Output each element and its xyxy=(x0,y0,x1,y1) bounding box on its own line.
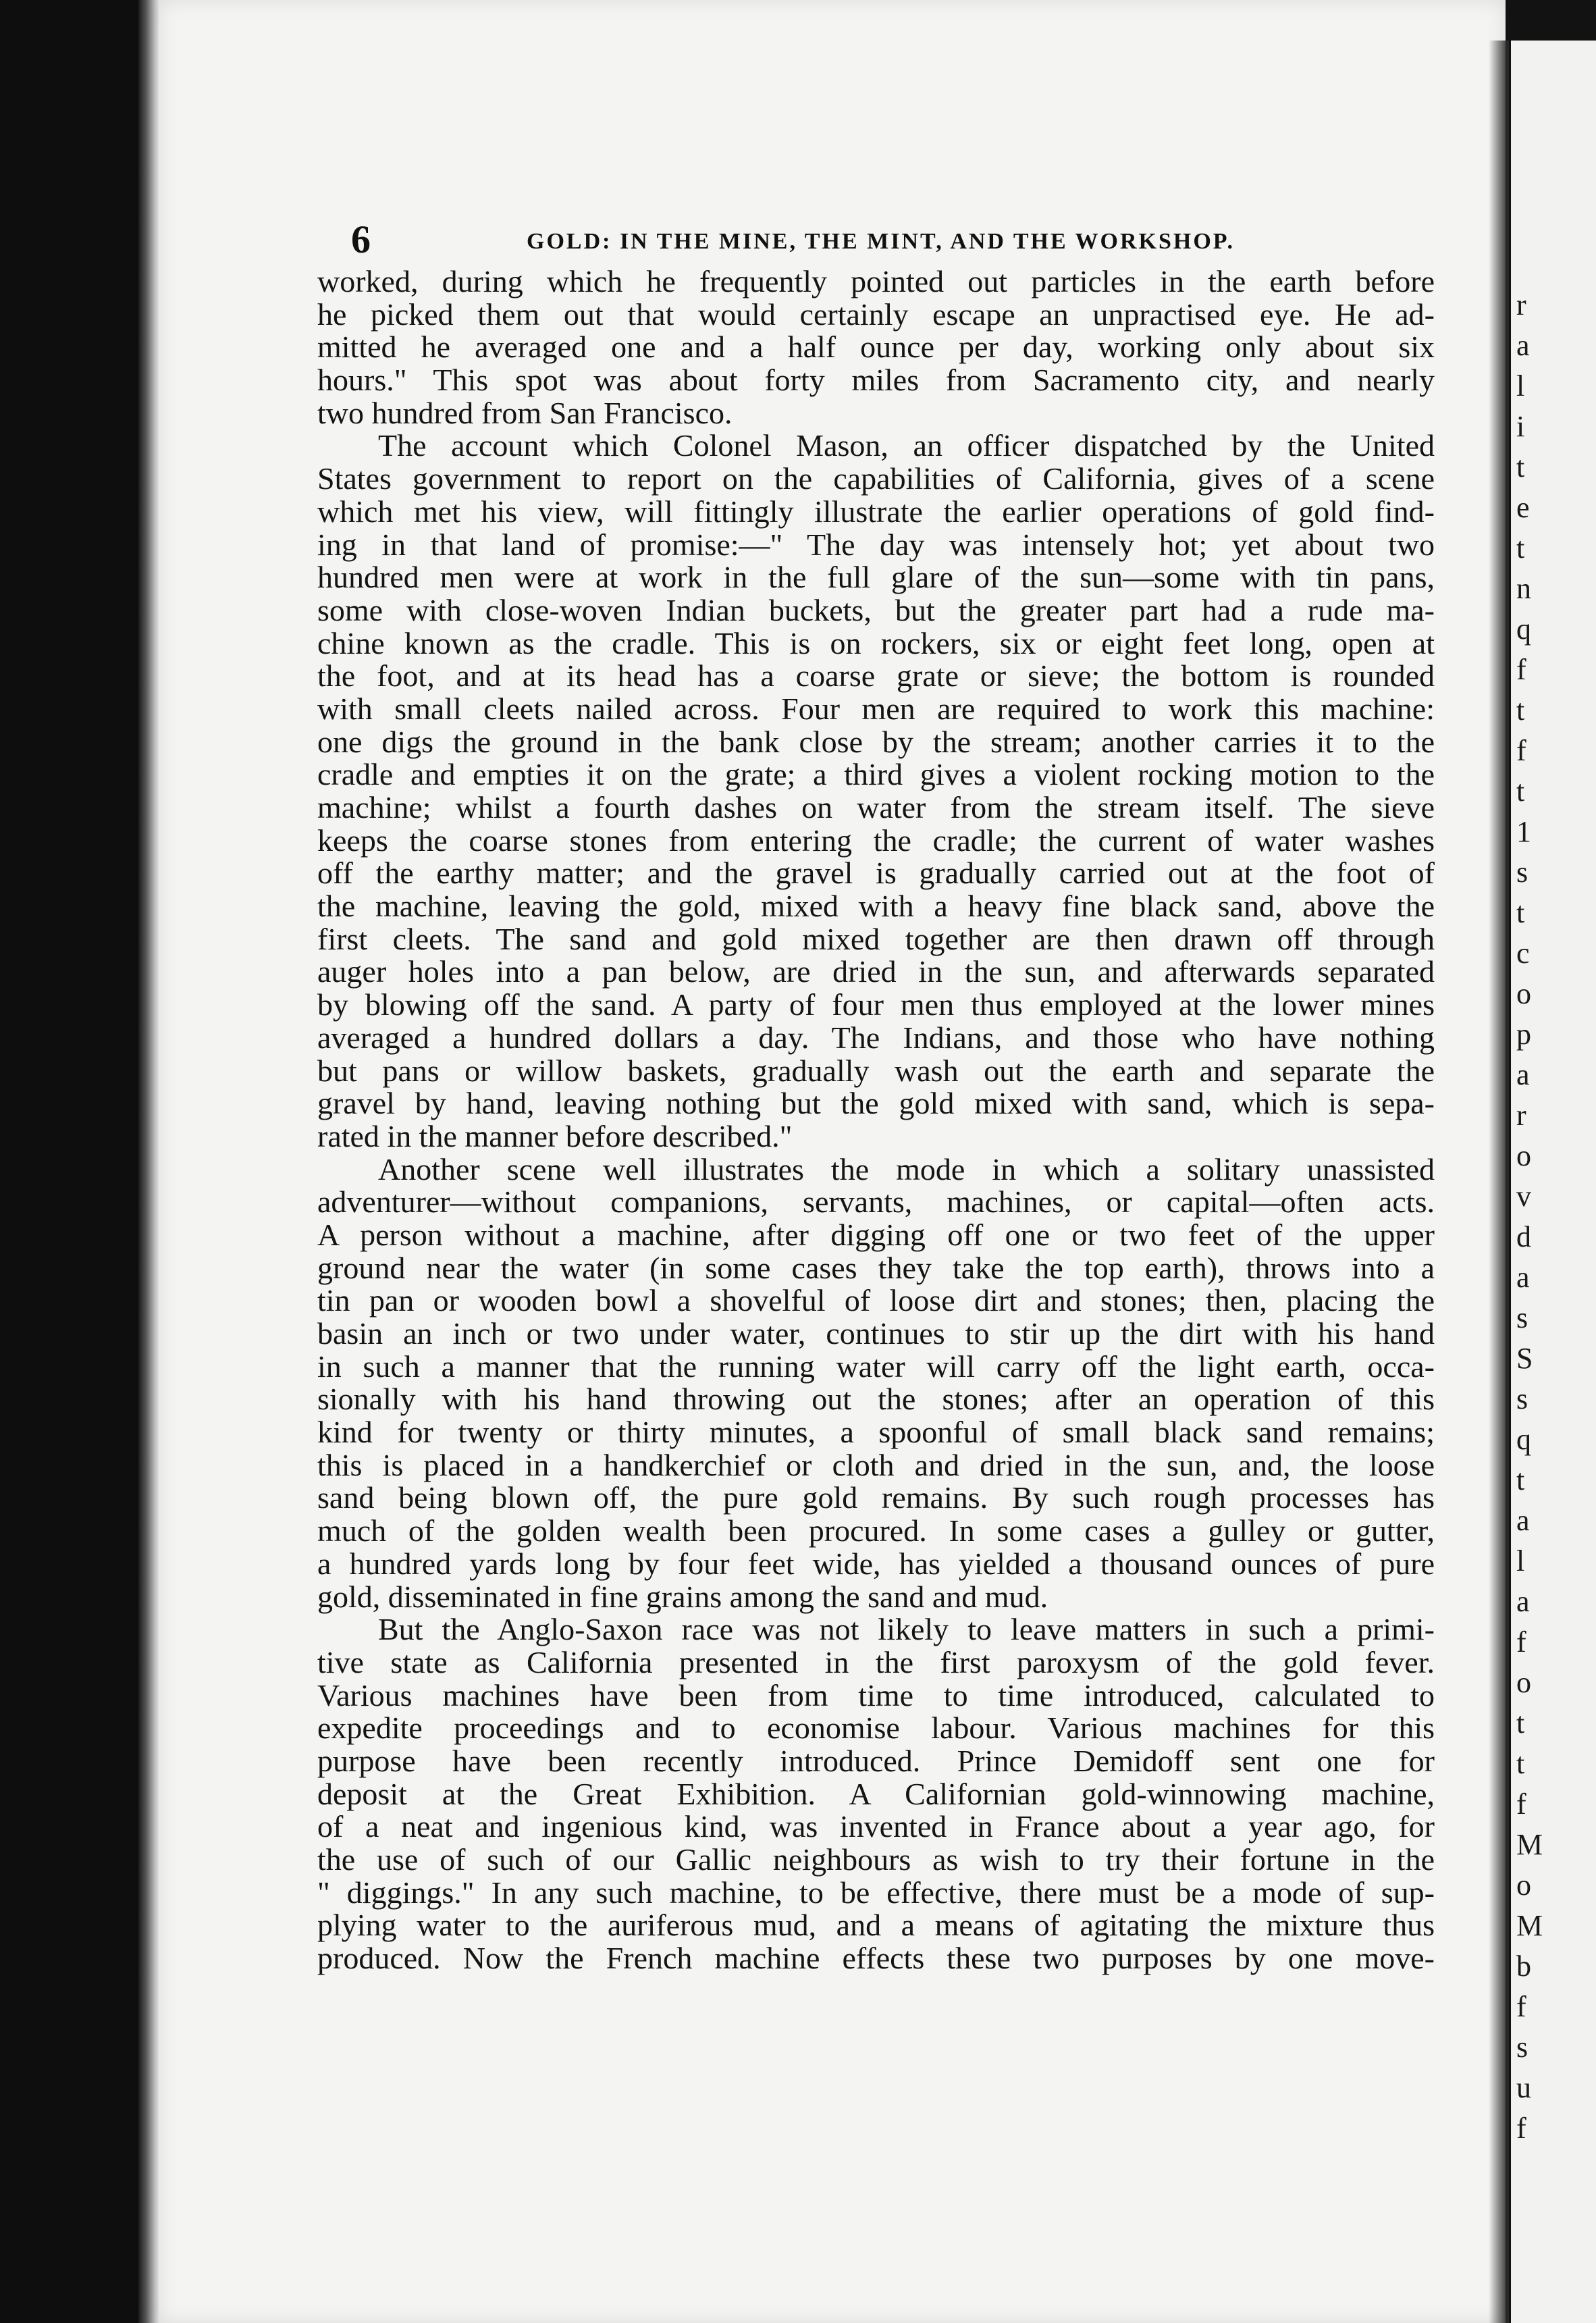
adjacent-page-fragment: s xyxy=(1516,1301,1528,1334)
text-line: But the Anglo-Saxon race was not likely to leave matters in such a primi- xyxy=(378,1612,1435,1647)
text-line: plying water to the auriferous mud, and a means of agitating the mixture thus xyxy=(317,1908,1435,1943)
text-line: sand being blown off, the pure gold remains. By such rough processes has xyxy=(317,1480,1435,1515)
adjacent-page-fragment: a xyxy=(1516,1585,1530,1618)
adjacent-page-fragment: f xyxy=(1516,653,1526,686)
text-line: keeps the coarse stones from entering the cradle; the current of water washes xyxy=(317,823,1435,858)
text-line: The account which Colonel Mason, an officer dispatched by the United xyxy=(378,428,1435,463)
adjacent-page-fragment: M xyxy=(1516,1828,1543,1861)
adjacent-page-fragment: o xyxy=(1516,1869,1531,1902)
text-line: sionally with his hand throwing out the stones; after an operation of this xyxy=(317,1382,1435,1417)
text-line: deposit at the Great Exhibition. A Californian gold-winnowing machine, xyxy=(317,1776,1435,1811)
text-line: " diggings." In any such machine, to be effective, there must be a mode of sup- xyxy=(317,1875,1435,1910)
adjacent-page-fragment: p xyxy=(1516,1018,1531,1051)
page-fold-shadow xyxy=(1489,41,1509,2323)
text-line: purpose have been recently introduced. Prince Demidoff sent one for xyxy=(317,1743,1435,1778)
adjacent-page-fragment: t xyxy=(1516,531,1525,565)
adjacent-page-fragment: d xyxy=(1516,1220,1531,1253)
text-line: averaged a hundred dollars a day. The Indians, and those who have nothing xyxy=(317,1020,1435,1055)
text-line: kind for twenty or thirty minutes, a spoonful of small black sand remains; xyxy=(317,1415,1435,1450)
text-line: off the earthy matter; and the gravel is gradually carried out at the foot of xyxy=(317,856,1435,891)
adjacent-page-fragment: o xyxy=(1516,977,1531,1010)
text-line: Various machines have been from time to time introduced, calculated to xyxy=(317,1677,1435,1713)
adjacent-page-fragment: r xyxy=(1516,1099,1526,1132)
adjacent-page-fragment: f xyxy=(1516,734,1526,767)
text-line: basin an inch or two under water, continues to stir up the dirt with his hand xyxy=(317,1316,1435,1351)
text-line: States government to report on the capabilities of California, gives of a scene xyxy=(317,461,1435,496)
adjacent-page-fragment: f xyxy=(1516,1990,1526,2023)
text-line: hundred men were at work in the full glare of the sun—some with tin pans, xyxy=(317,560,1435,595)
adjacent-page-fragment: t xyxy=(1516,1747,1525,1780)
text-line: in such a manner that the running water will carry off the light earth, occa- xyxy=(317,1349,1435,1384)
text-line: worked, during which he frequently pointed out particles in the earth before xyxy=(317,264,1435,298)
text-line: the foot, and at its head has a coarse grate or sieve; the bottom is rounded xyxy=(317,658,1435,694)
adjacent-page-fragment: S xyxy=(1516,1342,1533,1375)
adjacent-page-fragment: t xyxy=(1516,1706,1525,1740)
text-line: tive state as California presented in the first paroxysm of the gold fever. xyxy=(317,1644,1435,1679)
adjacent-page-fragment: q xyxy=(1516,1423,1531,1456)
text-line: cradle and empties it on the grate; a third gives a violent rocking motion to the xyxy=(317,757,1435,792)
text-line: tin pan or wooden bowl a shovelful of loose dirt and stones; then, placing the xyxy=(317,1283,1435,1318)
text-line: machine; whilst a fourth dashes on water from the stream itself. The sieve xyxy=(317,790,1435,825)
text-line: by blowing off the sand. A party of four men thus employed at the lower mines xyxy=(317,987,1435,1022)
text-line: expedite proceedings and to economise labour. Various machines for this xyxy=(317,1711,1435,1746)
adjacent-page-fragment: t xyxy=(1516,775,1525,808)
adjacent-page-fragment: a xyxy=(1516,1058,1530,1091)
adjacent-page-fragment: a xyxy=(1516,1261,1530,1294)
binding-gutter xyxy=(0,0,159,2323)
adjacent-page-fragment: f xyxy=(1516,1787,1526,1821)
body-text xyxy=(317,265,1435,1975)
text-line: one digs the ground in the bank close by the stream; another carries it to the xyxy=(317,724,1435,759)
text-line: hours." This spot was about forty miles from Sacramento city, and nearly xyxy=(317,363,1435,398)
binding-edge xyxy=(138,0,159,2323)
text-line: auger holes into a pan below, are dried in the sun, and afterwards separated xyxy=(317,954,1435,989)
running-head xyxy=(351,217,1431,265)
text-line: gravel by hand, leaving nothing but the gold mixed with sand, which is sepa- xyxy=(317,1086,1435,1121)
adjacent-page-fragment: s xyxy=(1516,1382,1528,1415)
adjacent-page-fragment: a xyxy=(1516,329,1530,362)
text-line: with small cleets nailed across. Four men are required to work this machine: xyxy=(317,691,1435,726)
adjacent-page-fragment: i xyxy=(1516,410,1525,443)
running-title: GOLD: IN THE MINE, THE MINT, AND THE WORKSHOP. xyxy=(527,229,1235,254)
text-line: mitted he averaged one and a half ounce per day, working only about six xyxy=(317,330,1435,365)
adjacent-page-fragment: 1 xyxy=(1516,815,1531,848)
text-line: the machine, leaving the gold, mixed with a heavy fine black sand, above the xyxy=(317,889,1435,924)
adjacent-page-strip xyxy=(1511,41,1596,2323)
text-line: the use of such of our Gallic neighbours as wish to try their fortune in the xyxy=(317,1842,1435,1877)
text-line: ground near the water (in some cases they take the top earth), throws into a xyxy=(317,1250,1435,1285)
adjacent-page-fragment: o xyxy=(1516,1139,1531,1172)
text-line: some with close-woven Indian buckets, but the greater part had a rude ma- xyxy=(317,592,1435,627)
adjacent-page-fragment: r xyxy=(1516,288,1526,321)
adjacent-page-fragment: t xyxy=(1516,694,1525,727)
adjacent-page-fragment: l xyxy=(1516,1544,1525,1577)
text-line: ing in that land of promise:—" The day was intensely hot; yet about two xyxy=(317,527,1435,562)
adjacent-page-fragment: s xyxy=(1516,856,1528,889)
adjacent-page-fragment: n xyxy=(1516,572,1531,605)
adjacent-page-fragment: s xyxy=(1516,2031,1528,2064)
text-line: first cleets. The sand and gold mixed together are then drawn off through xyxy=(317,921,1435,956)
adjacent-page-fragment: b xyxy=(1516,1950,1531,1983)
text-line: chine known as the cradle. This is on rockers, six or eight feet long, open at xyxy=(317,625,1435,660)
text-line: much of the golden wealth been procured. In some cases a gulley or gutter, xyxy=(317,1513,1435,1548)
text-line: but pans or willow baskets, gradually wash out the earth and separate the xyxy=(317,1053,1435,1088)
page-number: 6 xyxy=(351,217,371,261)
adjacent-page-fragment: c xyxy=(1516,937,1530,970)
adjacent-page-fragment: t xyxy=(1516,1463,1525,1496)
text-line: two hundred from San Francisco. xyxy=(317,395,733,430)
text-line: Another scene well illustrates the mode in which a solitary unassisted xyxy=(378,1151,1435,1186)
text-line: produced. Now the French machine effects these two purposes by one move- xyxy=(317,1941,1435,1976)
text-line: of a neat and ingenious kind, was invented in France about a year ago, for xyxy=(317,1809,1435,1844)
adjacent-page-fragment: e xyxy=(1516,491,1530,524)
text-line: he picked them out that would certainly escape an unpractised eye. He ad- xyxy=(317,296,1435,332)
adjacent-page-fragment: l xyxy=(1516,369,1525,402)
text-line: adventurer—without companions, servants, machines, or capital—often acts. xyxy=(317,1184,1435,1220)
text-line: which met his view, will fittingly illustrate the earlier operations of gold find- xyxy=(317,494,1435,529)
adjacent-page-fragment: t xyxy=(1516,450,1525,484)
adjacent-page-fragment: a xyxy=(1516,1504,1530,1537)
adjacent-page-fragment: f xyxy=(1516,2112,1526,2145)
text-line: rated in the manner before described." xyxy=(317,1118,793,1153)
adjacent-page-fragment: f xyxy=(1516,1625,1526,1659)
text-line: this is placed in a handkerchief or cloth and dried in the sun, and, the loose xyxy=(317,1447,1435,1482)
text-line: gold, disseminated in fine grains among the sand and mud. xyxy=(317,1579,1048,1614)
adjacent-page-fragment: v xyxy=(1516,1180,1531,1213)
adjacent-page-fragment: u xyxy=(1516,2071,1531,2104)
adjacent-page-fragment: o xyxy=(1516,1666,1531,1699)
text-line: a hundred yards long by four feet wide, has yielded a thousand ounces of pure xyxy=(317,1546,1435,1581)
adjacent-page-fragment: q xyxy=(1516,612,1531,646)
text-line: A person without a machine, after digging off one or two feet of the upper xyxy=(317,1217,1435,1252)
adjacent-page-fragment: M xyxy=(1516,1909,1543,1942)
adjacent-page-fragment: t xyxy=(1516,896,1525,929)
